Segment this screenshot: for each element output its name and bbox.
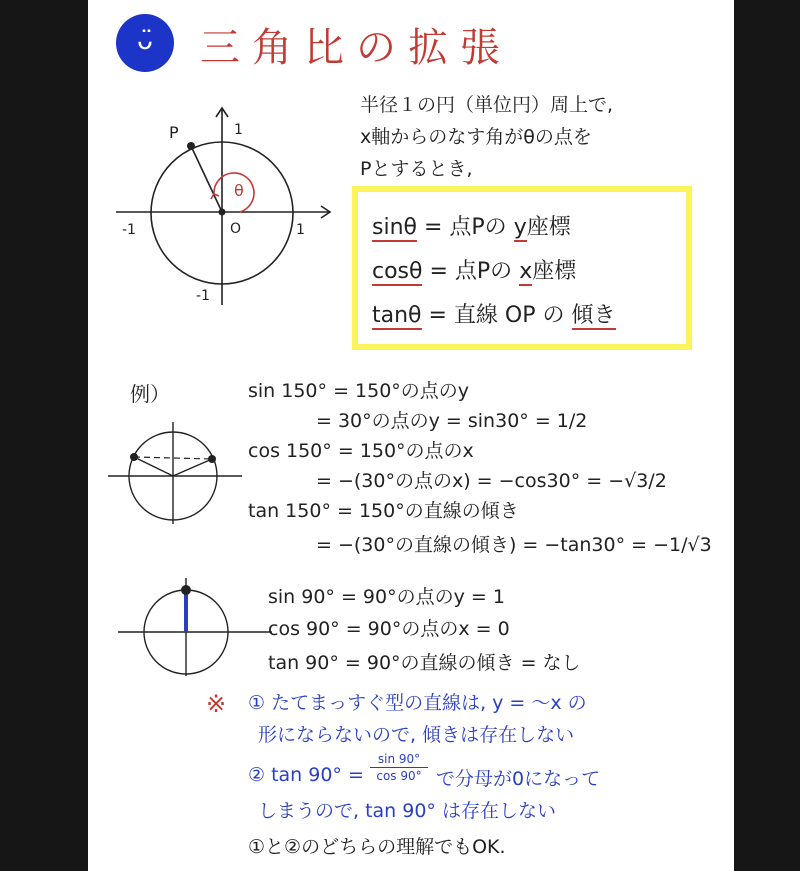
definition-tan: tanθ = 直線 OP の 傾き — [372, 303, 616, 328]
example-circle-150 — [108, 420, 248, 530]
note-1-line-2: 形にならないので, 傾きは存在しない — [258, 724, 575, 746]
label-theta: θ — [234, 181, 244, 200]
example-label: 例） — [130, 382, 170, 406]
example-circle-90 — [118, 578, 278, 678]
label-p: P — [169, 123, 179, 142]
label-neg1-left: -1 — [122, 222, 136, 238]
label-neg1-bottom: -1 — [196, 288, 210, 304]
intro-line-3: Pとするとき, — [360, 158, 473, 180]
note-2-suffix: で分母が0になって — [436, 768, 601, 790]
intro-line-2: x軸からのなす角がθの点を — [360, 126, 592, 148]
label-1-right: 1 — [296, 222, 305, 238]
page-title: 三角比の拡張 — [200, 25, 512, 71]
label-origin: O — [230, 221, 242, 237]
unit-circle-diagram — [116, 100, 336, 310]
app-avatar[interactable] — [116, 14, 174, 72]
example-line-5: tan 150° = 150°の直線の傾き — [248, 500, 519, 522]
example-line-2: = 30°の点のy = sin30° = 1/2 — [316, 410, 588, 432]
note-1-line-1: ① たてまっすぐ型の直線は, y = 〜x の — [248, 692, 587, 714]
definition-cos: cosθ = 点Pの x座標 — [372, 259, 577, 284]
note-2-prefix: ② tan 90° = — [248, 764, 364, 786]
intro-line-1: 半径１の円（単位円）周上で, — [360, 94, 614, 116]
example-line-3: cos 150° = 150°の点のx — [248, 440, 474, 462]
label-1-top: 1 — [234, 122, 243, 138]
note-2-fraction: sin 90° cos 90° — [370, 752, 428, 783]
point-p — [187, 142, 195, 150]
ninety-tan-line: tan 90° = 90°の直線の傾き = なし — [268, 652, 581, 674]
example-line-1: sin 150° = 150°の点のy — [248, 380, 470, 402]
example-line-6: = −(30°の直線の傾き) = −tan30° = −1/√3 — [316, 534, 712, 556]
note-2-line-2: しまうので, tan 90° は存在しない — [258, 800, 556, 822]
note-page — [88, 0, 734, 871]
face-icon: ᴗ̈ — [137, 26, 153, 56]
ninety-sin-line: sin 90° = 90°の点のy = 1 — [268, 586, 505, 608]
note-mark: ※ — [206, 690, 227, 718]
definition-sin: sinθ = 点Pの y座標 — [372, 215, 571, 240]
conclusion-line: ①と②のどちらの理解でもOK. — [248, 836, 506, 858]
ninety-cos-line: cos 90° = 90°の点のx = 0 — [268, 618, 510, 640]
definition-box — [352, 186, 692, 350]
example-line-4: = −(30°の点のx) = −cos30° = −√3/2 — [316, 470, 667, 492]
